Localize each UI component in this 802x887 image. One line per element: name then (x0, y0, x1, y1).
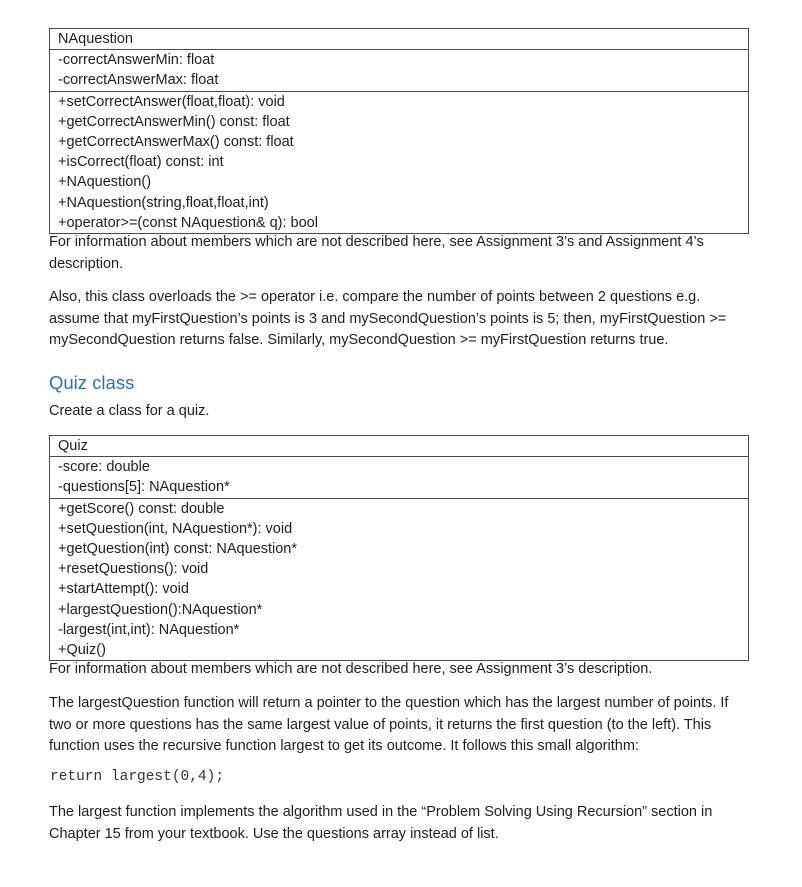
uml-attribute: -questions[5]: NAquestion* (58, 479, 230, 496)
uml-method: +getQuestion(int) const: NAquestion* (58, 541, 297, 558)
uml-method: +setCorrectAnswer(float,float): void (58, 93, 285, 110)
naquestion-uml-table (49, 28, 749, 234)
largest-algorithm-paragraph: The largest function implements the algorithm used in the “Problem Solving Using Recursion” section in Chapter 15 from your textbook. Use the questions array instead of list. (49, 804, 713, 842)
quiz-intro-paragraph: Create a class for a quiz. (49, 403, 210, 419)
uml-attribute: -correctAnswerMin: float (58, 52, 215, 69)
uml-class-name-section (50, 29, 748, 49)
uml-method: +resetQuestions(): void (58, 561, 209, 578)
uml-methods-section (50, 498, 748, 661)
largest-question-paragraph: The largestQuestion function will return a pointer to the question which has the largest number of points. If two or more questions has the same largest value of points, it returns the first question (to the left). This function uses the recursive function largest to get its outcome. It follows this small algorithm: (49, 695, 729, 754)
uml-method: -largest(int,int): NAquestion* (58, 621, 240, 638)
quiz-info-paragraph: For information about members which are not described here, see Assignment 3’s description. (49, 661, 653, 677)
uml-method: +NAquestion(string,float,float,int) (58, 194, 269, 211)
uml-attribute: -score: double (58, 459, 150, 476)
uml-class-name: NAquestion (58, 31, 133, 47)
uml-method: +NAquestion() (58, 174, 152, 191)
uml-method: +startAttempt(): void (58, 581, 189, 598)
uml-methods-section (50, 91, 748, 233)
uml-method: +getScore() const: double (58, 500, 225, 517)
quiz-class-heading: Quiz class (49, 372, 135, 393)
overload-paragraph: Also, this class overloads the >= operator i.e. compare the number of points between 2 questions e.g. assume that myFirstQuestion’s points is 3 and mySecondQuestion’s points is 5; then, myFirstQuestion >= mySecondQuestion returns false. Similarly, mySecondQuestion >= myFirstQuestion returns true. (49, 289, 727, 348)
uml-attributes-section (50, 49, 748, 90)
quiz-uml-table (49, 435, 749, 661)
uml-method: +largestQuestion():NAquestion* (58, 601, 263, 618)
naquestion-info-paragraph: For information about members which are not described here, see Assignment 3’s and Assignment 4’s description. (49, 234, 704, 272)
uml-method: +isCorrect(float) const: int (58, 154, 224, 171)
uml-class-name: Quiz (58, 438, 88, 454)
uml-method: +setQuestion(int, NAquestion*): void (58, 520, 293, 537)
uml-method: +getCorrectAnswerMin() const: float (58, 113, 290, 130)
uml-attribute: -correctAnswerMax: float (58, 72, 219, 89)
uml-method: +operator>=(const NAquestion& q): bool (58, 214, 318, 231)
uml-attributes-section (50, 456, 748, 497)
uml-method: +Quiz() (58, 642, 106, 659)
uml-method: +getCorrectAnswerMax() const: float (58, 134, 294, 151)
code-snippet: return largest(0,4); (50, 769, 225, 785)
uml-class-name-section (50, 436, 748, 456)
